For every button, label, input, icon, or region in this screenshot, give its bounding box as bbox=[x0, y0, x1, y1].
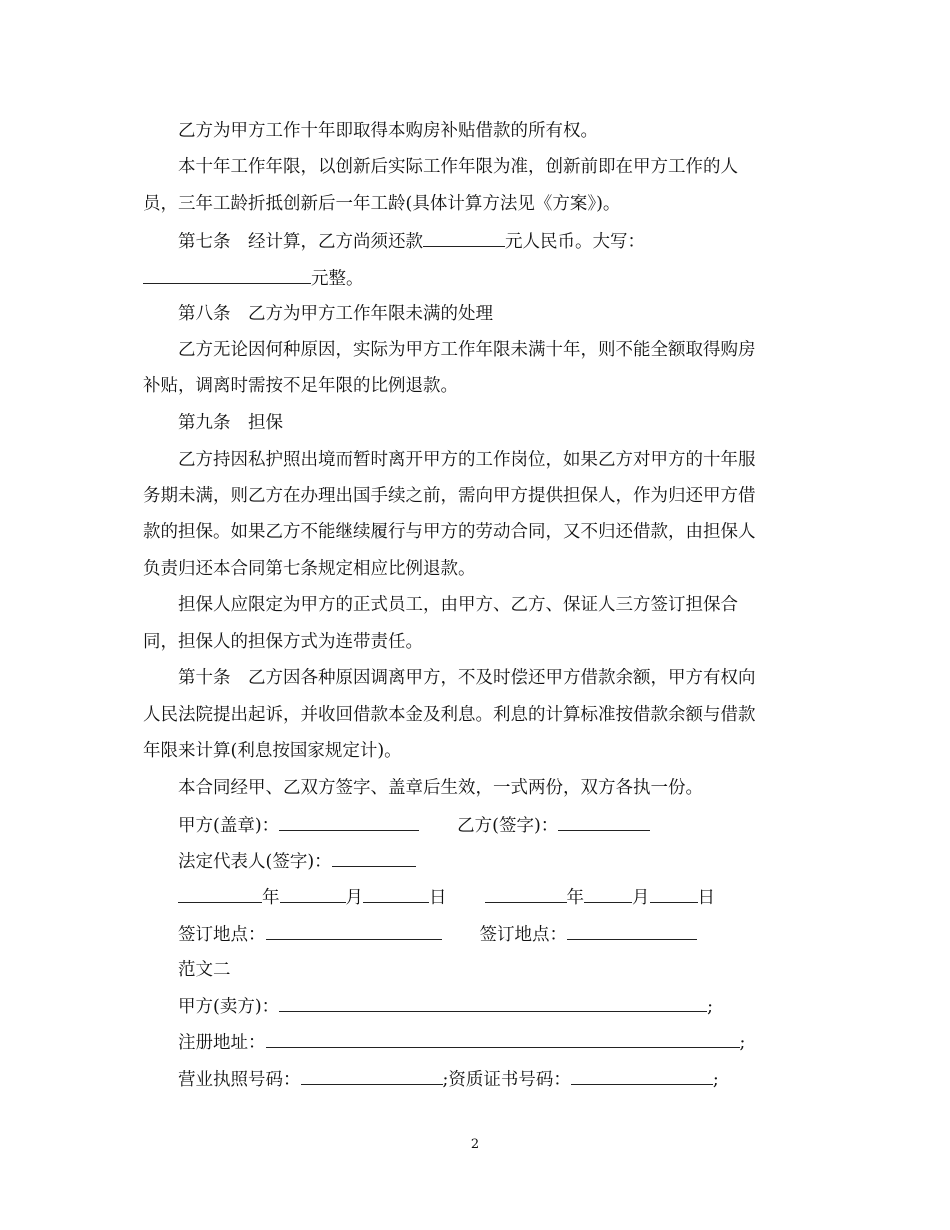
page-number: 2 bbox=[470, 1137, 480, 1152]
signature-row-legal-rep bbox=[178, 849, 848, 874]
seller-label: 甲方(卖方)： bbox=[178, 997, 280, 1017]
year-label: 年 bbox=[262, 888, 280, 908]
sign-place-blank bbox=[567, 922, 697, 940]
sample-2-title: 范文二 bbox=[178, 960, 231, 980]
cert-no-label: ;资质证书号码： bbox=[442, 1070, 571, 1090]
paragraph: 人民法院提出起诉，并收回借款本金及利息。利息的计算标准按借款余额与借款 bbox=[143, 705, 756, 725]
amount-words-blank bbox=[143, 266, 311, 284]
legal-rep-blank bbox=[332, 849, 416, 867]
paragraph: 担保人应限定为甲方的正式员工，由甲方、乙方、保证人三方签订担保合 bbox=[178, 595, 738, 615]
article-heading: 第九条 担保 bbox=[178, 413, 283, 433]
article-7-continued bbox=[143, 266, 813, 291]
paragraph: 员，三年工龄折抵创新后一年工龄(具体计算方法见《方案》)。 bbox=[143, 194, 621, 214]
article-7-currency: 元人民币。大写： bbox=[505, 232, 645, 252]
party-b-sign-label: 乙方(签字)： bbox=[457, 816, 559, 836]
paragraph: 负责归还本合同第七条规定相应比例退款。 bbox=[143, 559, 476, 579]
sign-place-label: 签订地点： bbox=[479, 925, 567, 945]
amount-blank bbox=[423, 229, 505, 247]
paragraph: 本合同经甲、乙双方签字、盖章后生效，一式两份，双方各执一份。 bbox=[178, 778, 703, 798]
address-row: 注册地址： ; bbox=[178, 1030, 848, 1055]
article-7-end: 元整。 bbox=[311, 269, 364, 289]
seller-row: 甲方(卖方)： ; bbox=[178, 994, 848, 1019]
party-b-sign-blank bbox=[558, 813, 650, 831]
license-row: 营业执照号码： ;资质证书号码： ; bbox=[178, 1067, 848, 1092]
sign-place-label: 签订地点： bbox=[178, 925, 266, 945]
legal-rep-label: 法定代表人(签字)： bbox=[178, 852, 332, 872]
paragraph: 乙方无论因何种原因，实际为甲方工作年限未满十年，则不能全额取得购房 bbox=[178, 340, 756, 360]
sign-place-blank bbox=[266, 922, 442, 940]
paragraph: 务期未满，则乙方在办理出国手续之前，需向甲方提供担保人，作为归还甲方借 bbox=[143, 486, 756, 506]
paragraph: 乙方持因私护照出境而暂时离开甲方的工作岗位，如果乙方对甲方的十年服 bbox=[178, 450, 756, 470]
party-a-seal-blank bbox=[279, 813, 419, 831]
paragraph: 同，担保人的担保方式为连带责任。 bbox=[143, 632, 423, 652]
day-label: 日 bbox=[429, 888, 447, 908]
article-7-text: 第七条 经计算，乙方尚须还款 bbox=[178, 232, 423, 252]
party-a-seal-label: 甲方(盖章)： bbox=[178, 816, 280, 836]
license-no-label: 营业执照号码： bbox=[178, 1070, 301, 1090]
month-label: 月 bbox=[632, 888, 650, 908]
signature-row-place bbox=[178, 922, 848, 947]
cert-no-blank bbox=[571, 1067, 713, 1085]
year-label: 年 bbox=[566, 888, 584, 908]
paragraph: 年限来计算(利息按国家规定计)。 bbox=[143, 741, 402, 761]
paragraph: 本十年工作年限，以创新后实际工作年限为准，创新前即在甲方工作的人 bbox=[178, 157, 738, 177]
signature-row-dates bbox=[178, 885, 848, 910]
seller-blank bbox=[279, 994, 707, 1012]
article-7 bbox=[178, 229, 848, 254]
reg-address-blank bbox=[266, 1030, 740, 1048]
paragraph: 补贴，调离时需按不足年限的比例退款。 bbox=[143, 376, 458, 396]
reg-address-label: 注册地址： bbox=[178, 1033, 266, 1053]
paragraph: 乙方为甲方工作十年即取得本购房补贴借款的所有权。 bbox=[178, 121, 598, 141]
day-label: 日 bbox=[697, 888, 715, 908]
article-heading: 第八条 乙方为甲方工作年限未满的处理 bbox=[178, 304, 493, 324]
month-label: 月 bbox=[345, 888, 363, 908]
paragraph: 款的担保。如果乙方不能继续履行与甲方的劳动合同，又不归还借款，由担保人 bbox=[143, 522, 756, 542]
paragraph: 第十条 乙方因各种原因调离甲方，不及时偿还甲方借款余额，甲方有权向 bbox=[178, 668, 756, 688]
license-no-blank bbox=[301, 1067, 443, 1085]
signature-row-parties bbox=[178, 813, 848, 838]
